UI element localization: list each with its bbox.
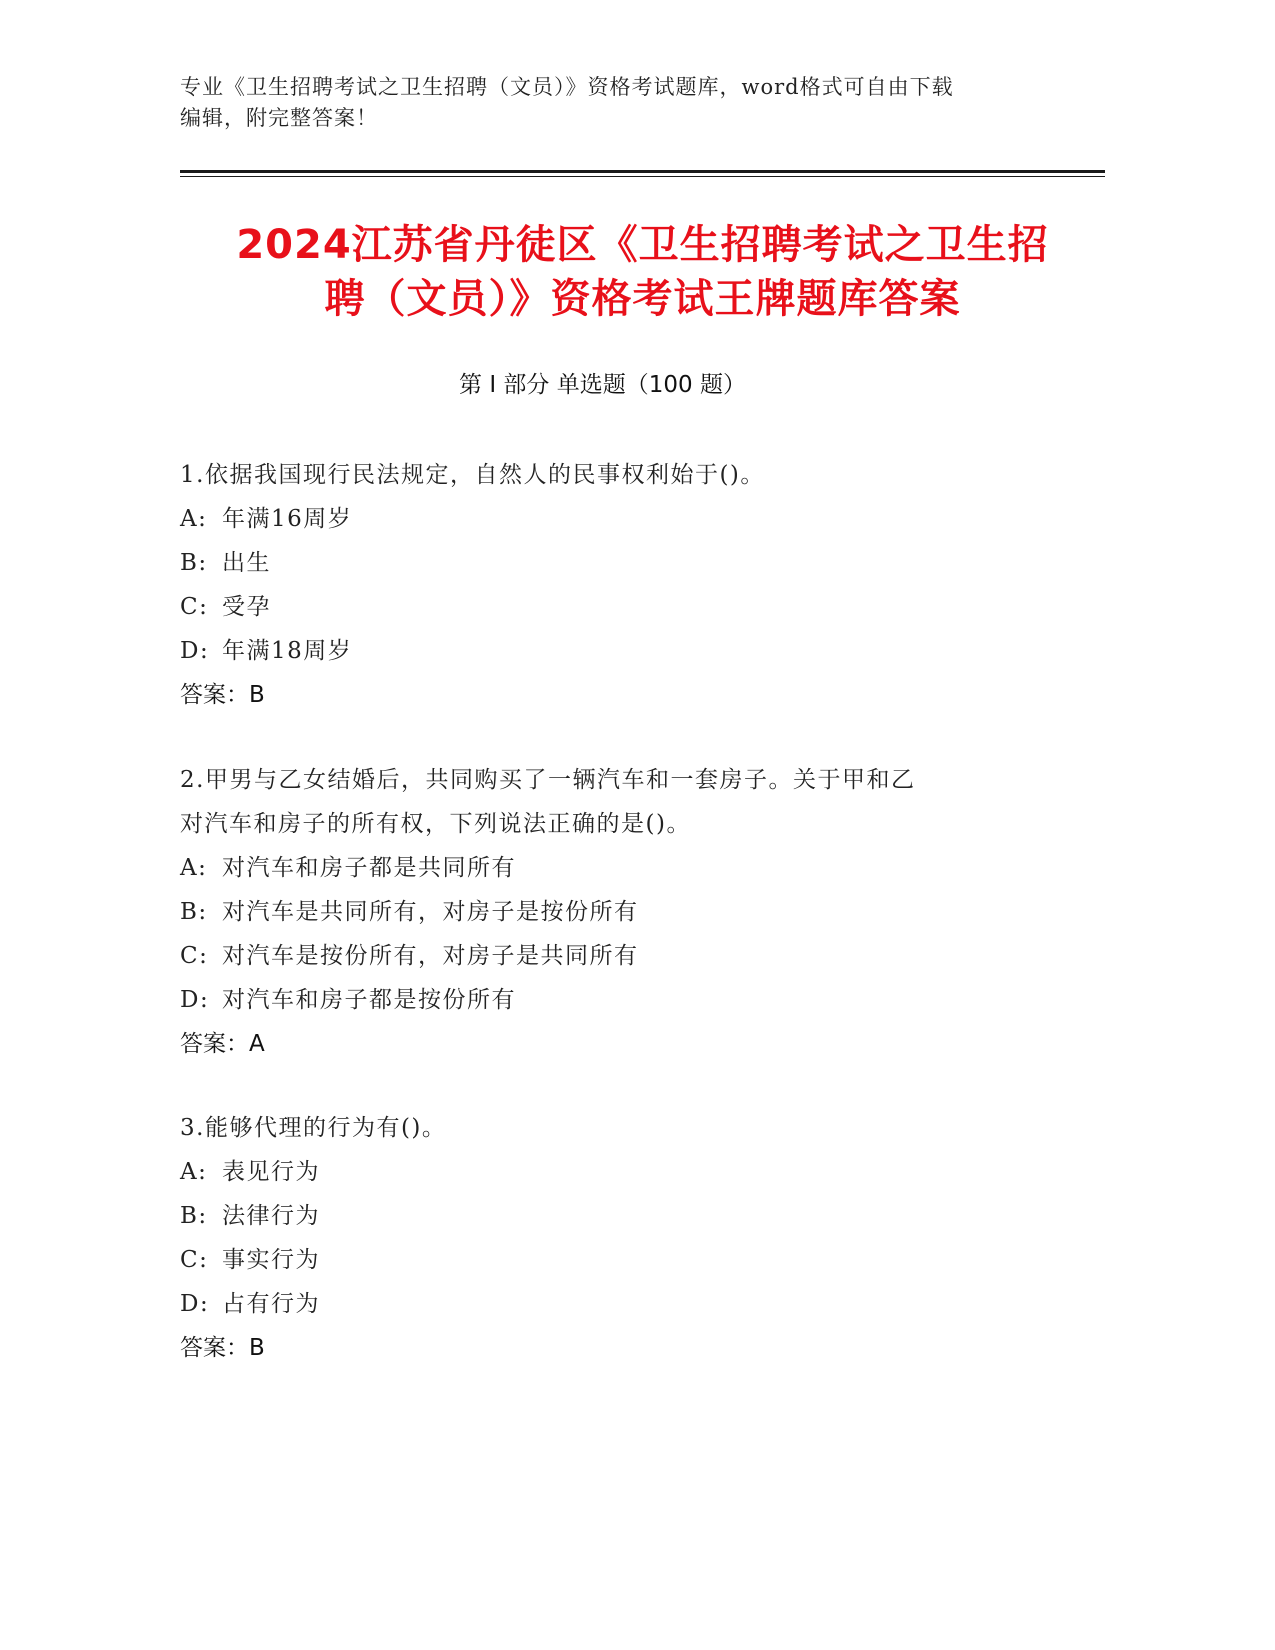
option-key: B: [180,550,208,576]
option-text: 年满18周岁 [222,638,353,664]
option-text: 受孕 [222,594,271,620]
option-key: D: [180,638,210,664]
section-heading: 第 I 部分 单选题（100 题） [459,372,746,398]
option-key: A: [180,1159,208,1185]
option-b [180,541,1060,585]
question-stem: 3.能够代理的行为有()。 [180,1115,447,1141]
option-key: D: [180,1291,210,1317]
header-note-line-1: 专业《卫生招聘考试之卫生招聘（文员）》资格考试题库，word格式可自由下载 [180,75,954,99]
option-a [180,1150,1060,1194]
option-c [180,585,1060,629]
option-d [180,629,1060,673]
option-key: C: [180,1247,209,1273]
header-rule-thin [180,176,1105,177]
option-b [180,1194,1060,1238]
option-text: 对汽车和房子都是共同所有 [222,855,516,881]
question-1 [180,453,1060,717]
document-title-line-2: 聘（文员）》资格考试王牌题库答案 [324,276,961,322]
option-key: A: [180,506,208,532]
option-d [180,978,1060,1022]
option-text: 表见行为 [222,1159,320,1185]
option-c [180,1238,1060,1282]
question-stem-line-2: 对汽车和房子的所有权，下列说法正确的是()。 [180,811,691,837]
header-rule-thick [180,170,1105,173]
option-text: 年满16周岁 [222,506,353,532]
option-d [180,1282,1060,1326]
document-title-line-1: 2024江苏省丹徒区《卫生招聘考试之卫生招 [236,222,1049,268]
option-key: C: [180,943,209,969]
option-key: D: [180,987,210,1013]
option-text: 出生 [222,550,271,576]
option-text: 事实行为 [222,1247,320,1273]
option-text: 占有行为 [222,1291,320,1317]
option-key: A: [180,855,208,881]
question-stem: 1.依据我国现行民法规定，自然人的民事权利始于()。 [180,462,765,488]
option-key: B: [180,899,208,925]
option-text: 对汽车是共同所有，对房子是按份所有 [222,899,639,925]
document-title [150,218,1135,326]
header-note-line-2: 编辑，附完整答案！ [180,106,378,130]
answer: 答案：A [180,1031,265,1057]
option-text: 对汽车是按份所有，对房子是共同所有 [222,943,639,969]
option-key: C: [180,594,209,620]
option-b [180,890,1060,934]
question-stem-line-1: 2.甲男与乙女结婚后，共同购买了一辆汽车和一套房子。关于甲和乙 [180,767,916,793]
header-note [180,72,1040,134]
question-2 [180,758,1060,1066]
option-a [180,497,1060,541]
option-a [180,846,1060,890]
question-3 [180,1106,1060,1370]
option-key: B: [180,1203,208,1229]
answer: 答案：B [180,682,265,708]
option-text: 对汽车和房子都是按份所有 [222,987,516,1013]
option-text: 法律行为 [222,1203,320,1229]
option-c [180,934,1060,978]
answer: 答案：B [180,1335,265,1361]
